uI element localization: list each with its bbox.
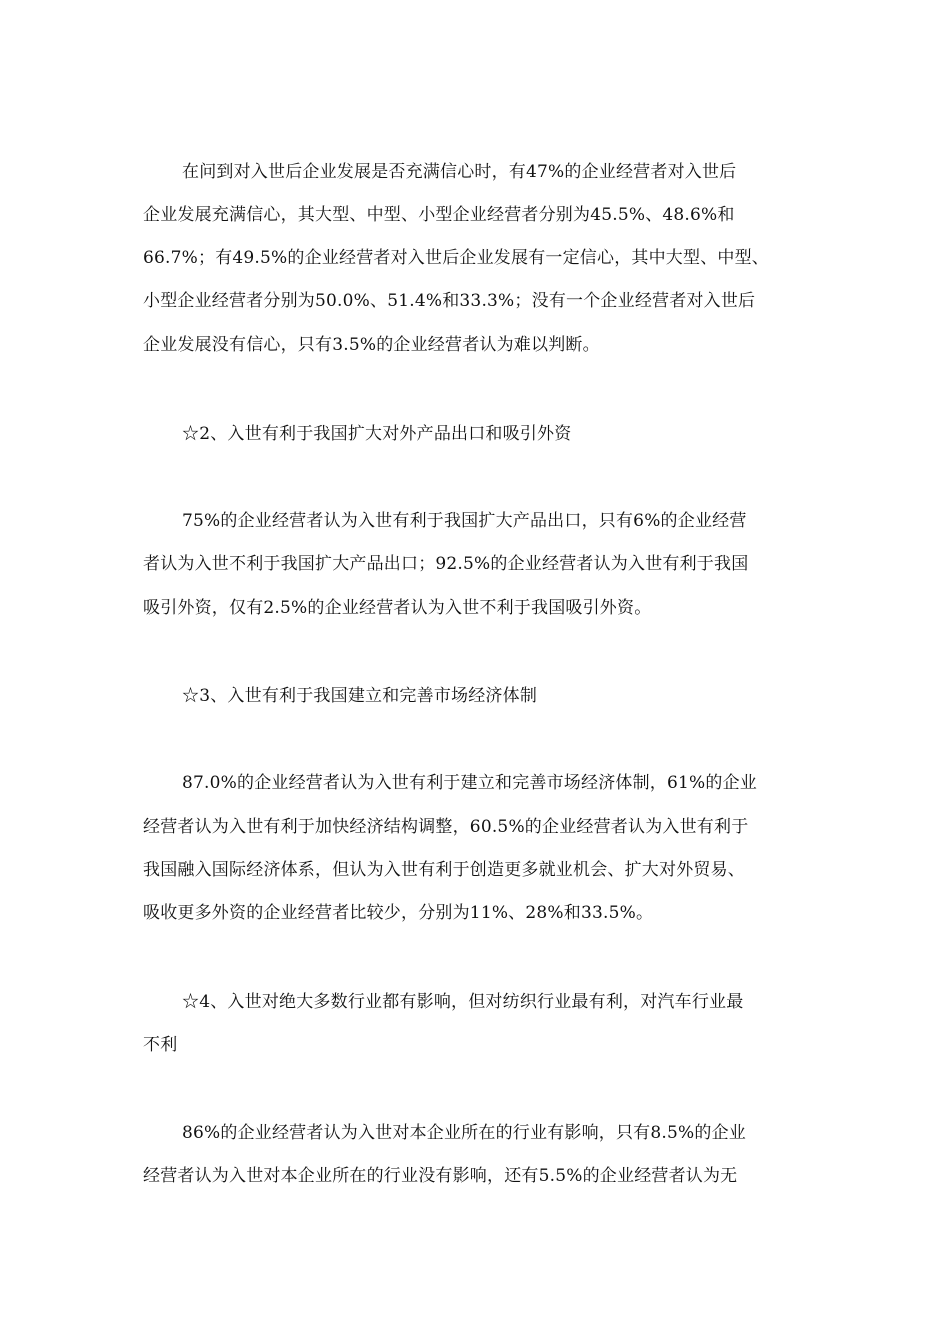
text-line: 企业发展没有信心，只有3.5%的企业经营者认为难以判断。 [143, 335, 600, 355]
text-line: 不利 [143, 1035, 178, 1055]
section-heading-3: ☆3、入世有利于我国建立和完善市场经济体制 [182, 686, 538, 706]
text-line: ☆4、入世对绝大多数行业都有影响，但对纺织行业最有利，对汽车行业最 [182, 992, 744, 1012]
text-line: 经营者认为入世有利于加快经济结构调整，60.5%的企业经营者认为入世有利于 [143, 817, 749, 837]
text-line: 我国融入国际经济体系，但认为入世有利于创造更多就业机会、扩大对外贸易、 [143, 860, 745, 880]
text-line: 企业发展充满信心，其大型、中型、小型企业经营者分别为45.5%、48.6%和 [143, 205, 735, 225]
text-line: 86%的企业经营者认为入世对本企业所在的行业有影响，只有8.5%的企业 [182, 1123, 746, 1143]
text-line: 在问到对入世后企业发展是否充满信心时，有47%的企业经营者对入世后 [182, 162, 737, 182]
section-heading-2: ☆2、入世有利于我国扩大对外产品出口和吸引外资 [182, 424, 572, 444]
text-line: 吸收更多外资的企业经营者比较少，分别为11%、28%和33.5%。 [143, 903, 654, 923]
text-line: 66.7%；有49.5%的企业经营者对入世后企业发展有一定信心，其中大型、中型、 [143, 248, 770, 268]
text-line: 吸引外资，仅有2.5%的企业经营者认为入世不利于我国吸引外资。 [143, 598, 652, 618]
text-line: 经营者认为入世对本企业所在的行业没有影响，还有5.5%的企业经营者认为无 [143, 1166, 738, 1186]
text-line: 87.0%的企业经营者认为入世有利于建立和完善市场经济体制，61%的企业 [182, 773, 757, 793]
text-line: 者认为入世不利于我国扩大产品出口；92.5%的企业经营者认为入世有利于我国 [143, 554, 749, 574]
text-line: 小型企业经营者分别为50.0%、51.4%和33.3%；没有一个企业经营者对入世后 [143, 291, 756, 311]
text-line: 75%的企业经营者认为入世有利于我国扩大产品出口，只有6%的企业经营 [182, 511, 747, 531]
